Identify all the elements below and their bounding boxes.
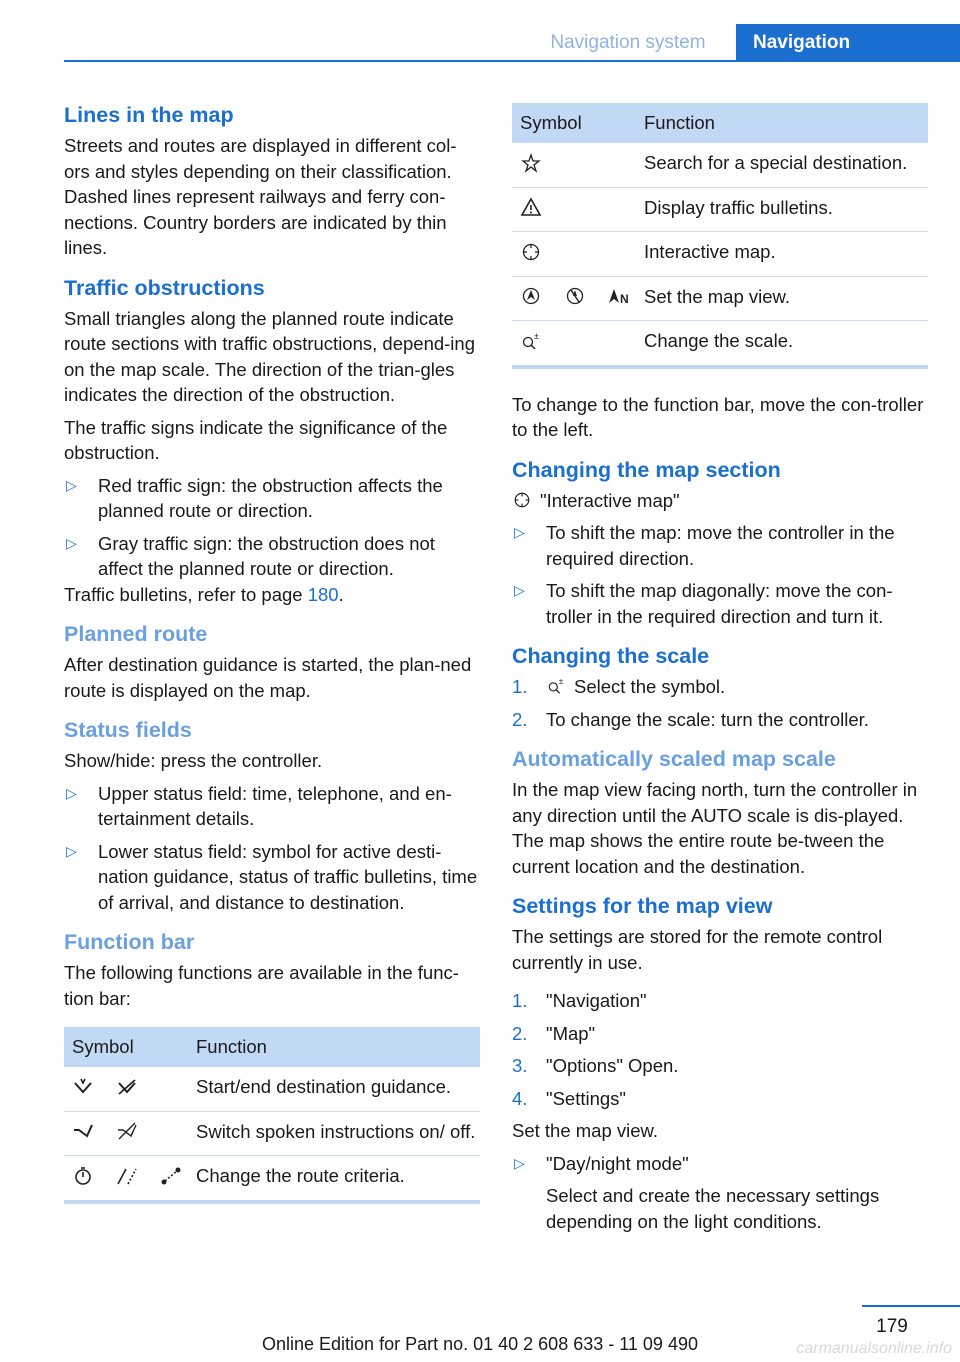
svg-text:±: ±: [534, 330, 539, 341]
zoom-scale-icon: [520, 331, 542, 351]
guidance-end-icon: [116, 1077, 138, 1097]
function-table-right: [512, 103, 928, 369]
col-header-symbol: Symbol: [512, 103, 644, 143]
function-text: Set the map view.: [644, 276, 928, 321]
function-text: Display traffic bulletins.: [644, 187, 928, 232]
header-rule: [64, 60, 960, 62]
bullet-triangle-icon: ▷: [66, 476, 77, 493]
list-item: 3. "Options" Open.: [512, 1055, 679, 1076]
table-row: [64, 1156, 480, 1202]
right-column: [512, 103, 928, 1234]
col-header-symbol: Symbol: [64, 1027, 196, 1067]
function-text: Switch spoken instructions on/ off.: [196, 1111, 480, 1156]
list-item: ▷ Gray traffic sign: the obstruction does not affect the planned route or direction.: [66, 532, 435, 579]
crosshair-icon: [520, 242, 542, 262]
page-number-rule: [862, 1305, 960, 1307]
svg-text:N: N: [620, 292, 629, 306]
bullet-triangle-icon: ▷: [514, 1154, 525, 1171]
map-direction-icon: [520, 286, 542, 306]
page-number: 179: [876, 1316, 908, 1337]
table-row: [512, 276, 928, 321]
traffic-p2: The traffic signs indicate the significance of the obstruction.: [64, 416, 448, 463]
function-text: Change the route criteria.: [196, 1156, 480, 1202]
traffic-p1: Small triangles along the planned route indicate route sections with traffic obstructions, depend-ing on the map scale. The direction of the trian-gles indicates the direction of the obstruction.: [64, 307, 475, 405]
list-item: 2. To change the scale: turn the controller.: [512, 708, 869, 730]
svg-text:±: ±: [558, 677, 564, 687]
map-north-icon: [564, 286, 586, 306]
traffic-bullets: [64, 473, 480, 582]
list-item: ▷ Lower status field: symbol for active desti-nation guidance, status of traffic bulletins, time of arrival, and distance to destination.: [66, 840, 478, 913]
function-text: Start/end destination guidance.: [196, 1067, 480, 1111]
planned-text: After destination guidance is started, the plan-ned route is displayed on the map.: [64, 654, 472, 701]
scale-steps: [512, 674, 928, 732]
function-table-left: [64, 1027, 480, 1204]
function-bar-note: To change to the function bar, move the con-troller to the left.: [512, 393, 924, 440]
heading-traffic: Traffic obstructions: [64, 275, 265, 300]
settings-bullets: [512, 1151, 928, 1235]
table-row: [64, 1111, 480, 1156]
route-short-icon: [116, 1166, 138, 1186]
voice-on-icon: [72, 1121, 94, 1141]
lines-text: Streets and routes are displayed in different col-ors and styles depending on their classification. Dashed lines represent railways and ferry con-nections. Country borders are indicated by thin lines.: [64, 135, 457, 258]
function-text: Search for a special destination.: [644, 143, 928, 187]
traffic-ref: Traffic bulletins, refer to page 180.: [64, 583, 344, 605]
page-link[interactable]: 180: [307, 583, 339, 605]
header-section-title: Navigation system: [550, 32, 706, 53]
heading-lines: Lines in the map: [64, 103, 234, 127]
traffic-warning-icon: [520, 197, 542, 217]
route-fast-icon: [72, 1166, 94, 1186]
heading-status: Status fields: [64, 718, 192, 742]
status-text: Show/hide: press the controller.: [64, 750, 323, 771]
voice-off-icon: [116, 1121, 138, 1141]
bullet-triangle-icon: ▷: [514, 582, 525, 598]
guidance-start-icon: [72, 1077, 94, 1097]
heading-map-section: Changing the map section: [512, 457, 781, 482]
heading-scale: Changing the scale: [512, 644, 710, 668]
list-item: ▷ "Day/night mode" Select and create the necessary settings depending on the light conditions.: [512, 1151, 928, 1235]
heading-settings: Settings for the map view: [512, 894, 773, 918]
crosshair-icon: [512, 491, 532, 509]
settings-after: Set the map view.: [512, 1120, 659, 1141]
map-section-bullets: [512, 520, 928, 629]
bullet-triangle-icon: ▷: [66, 842, 77, 859]
settings-text: The settings are stored for the remote control currently in use.: [512, 926, 883, 973]
table-row: [512, 232, 928, 277]
left-column: [64, 100, 480, 1204]
heading-auto-scale: Automatically scaled map scale: [512, 747, 836, 771]
bullet-triangle-icon: ▷: [66, 534, 77, 551]
table-row: [512, 143, 928, 187]
list-item: ▷ To shift the map diagonally: move the con-troller in the required direction and turn it.: [514, 580, 893, 627]
zoom-scale-icon: [546, 677, 566, 695]
function-bar-text: The following functions are available in the func-tion bar:: [64, 962, 459, 1009]
list-item: ▷ To shift the map: move the controller in the required direction.: [514, 522, 895, 569]
settings-steps: [512, 988, 928, 1111]
bullet-triangle-icon: ▷: [514, 524, 525, 540]
header-chapter-tab: Navigation: [736, 24, 960, 62]
bullet-detail: Select and create the necessary settings depending on the light conditions.: [546, 1185, 880, 1232]
poi-star-icon: [520, 153, 542, 173]
list-item: 2. "Map": [512, 1022, 596, 1044]
function-text: Interactive map.: [644, 232, 928, 277]
list-item: 1. ± Select the symbol.: [512, 676, 726, 697]
list-item: 4. "Settings": [512, 1087, 626, 1109]
col-header-function: Function: [196, 1027, 480, 1067]
col-header-function: Function: [644, 103, 928, 143]
list-item: ▷ Red traffic sign: the obstruction affects the planned route or direction.: [66, 474, 443, 521]
list-item: ▷ Upper status field: time, telephone, and en-tertainment details.: [66, 782, 452, 829]
list-item: 1. "Navigation": [512, 990, 647, 1011]
heading-function-bar: Function bar: [64, 930, 195, 954]
auto-scale-text: In the map view facing north, turn the controller in any direction until the AUTO scale is dis-played. The map shows the entire route be-tween the current location and the destination.: [512, 779, 918, 877]
table-row: [512, 187, 928, 232]
route-efficient-icon: [160, 1166, 182, 1186]
map-perspective-icon: [608, 286, 630, 306]
table-row: [512, 321, 928, 367]
bullet-triangle-icon: ▷: [66, 784, 77, 801]
function-text: Change the scale.: [644, 321, 928, 367]
map-section-caption: "Interactive map": [512, 488, 928, 514]
heading-planned: Planned route: [64, 622, 208, 646]
watermark: carmanualsonline.info: [796, 1340, 952, 1357]
status-bullets: [64, 781, 480, 916]
edition-footer: Online Edition for Part no. 01 40 2 608 633 - 11 09 490: [262, 1334, 698, 1354]
table-row: [64, 1067, 480, 1111]
